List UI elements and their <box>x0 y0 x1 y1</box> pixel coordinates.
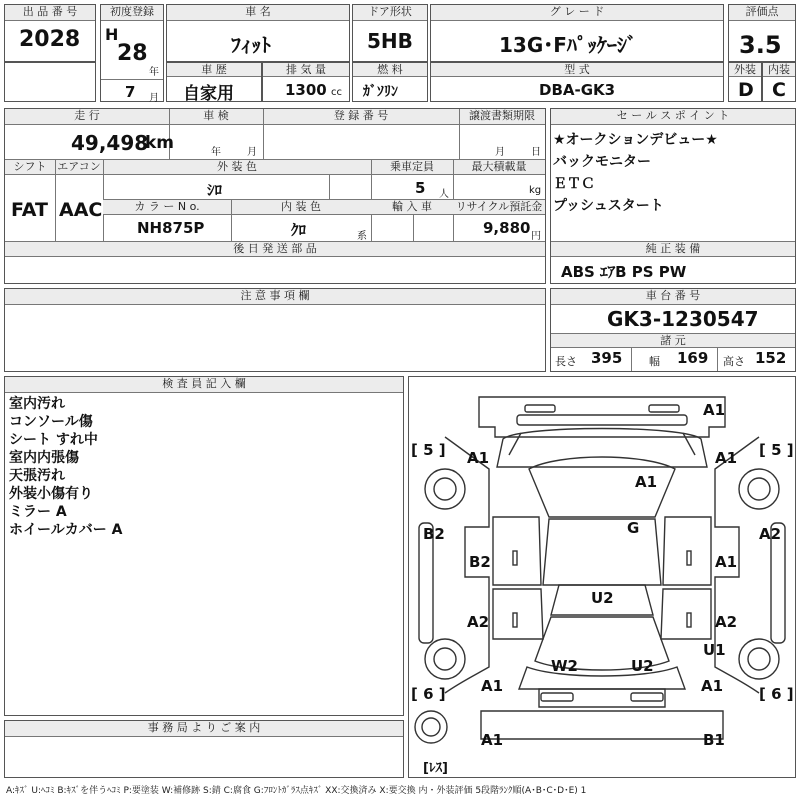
length-label: 長さ <box>555 355 577 368</box>
hood-line-right <box>683 433 695 455</box>
width-label: 幅 <box>649 355 660 368</box>
damage-u2-center: U2 <box>591 589 614 607</box>
fuel-label: 燃 料 <box>353 63 427 77</box>
left-handle-front <box>513 551 517 565</box>
vehicle-info-box <box>4 108 546 284</box>
interior-grade: C <box>772 79 786 101</box>
grade-label: グ レ ー ド <box>431 5 723 21</box>
damage-a2-left-rear: A2 <box>467 613 490 631</box>
inspection-year-unit: 年 <box>211 147 221 158</box>
model: DBA-GK3 <box>539 81 616 99</box>
rear-light-left <box>541 693 573 701</box>
damage-a1-roof: A1 <box>635 473 658 491</box>
exterior-box <box>728 62 762 102</box>
inspector-note: 天張汚れ <box>9 468 65 484</box>
front-slot-right <box>649 405 679 412</box>
inspector-label: 検 査 員 記 入 欄 <box>5 377 403 393</box>
grade: 13G･Fﾊﾟｯｹｰｼﾞ <box>499 33 637 57</box>
displacement: 1300 <box>285 81 327 99</box>
year-unit: 年 <box>149 67 159 78</box>
import-label: 輸 入 車 <box>371 200 453 215</box>
sales-point-item: ＥＴＣ <box>553 176 595 192</box>
fuel: ｶﾞｿﾘﾝ <box>363 84 398 100</box>
door-label: ドア形状 <box>353 5 427 21</box>
reg-month: 7 <box>125 83 136 101</box>
spare-tire-inner <box>422 718 440 736</box>
later-parts-label: 後 日 発 送 部 品 <box>5 242 545 257</box>
lot-blank-box <box>4 62 96 102</box>
damage-a1-bottom-left: A1 <box>481 731 504 749</box>
right-handle-front <box>687 551 691 565</box>
tire-front-left: [ 5 ] <box>411 441 446 459</box>
legend: A:ｷｽﾞ U:ﾍｺﾐ B:ｷｽﾞを伴うﾍｺﾐ P:要塗装 W:補修跡 S:錆 C:腐食 G:ﾌﾛﾝﾄｶﾞﾗｽ点ｷｽﾞ XX:交換済み X:要交換 内・外装評価 5段階ﾗﾝｸ順(A･B･C･D･E) 1 <box>6 786 587 796</box>
displacement-box <box>262 62 350 102</box>
capacity-unit: 人 <box>439 189 449 200</box>
chassis-label: 車 台 番 号 <box>551 289 795 305</box>
transfer-month-unit: 月 <box>495 147 505 158</box>
damage-diagram-box <box>408 376 796 778</box>
color-no-value: NH875P <box>137 219 205 237</box>
caution-label: 注 意 事 項 欄 <box>5 289 545 305</box>
first-reg-label: 初度登録 <box>101 5 163 21</box>
score-box <box>728 4 796 62</box>
door-type: 5HB <box>367 29 413 53</box>
transfer-day-unit: 日 <box>531 147 541 158</box>
equipment-label: 純 正 装 備 <box>551 242 795 257</box>
fuel-box <box>352 62 428 102</box>
office-box <box>4 720 404 778</box>
rear-left-wheel-inner <box>434 648 456 670</box>
displacement-label: 排 気 量 <box>263 63 349 77</box>
rear-bumper <box>539 689 665 707</box>
spare-tire <box>415 711 447 743</box>
model-box <box>430 62 724 102</box>
interior-label: 内装 <box>763 63 795 77</box>
history-label: 車 歴 <box>167 63 261 77</box>
caution-box <box>4 288 546 372</box>
inspection-month-unit: 月 <box>247 147 257 158</box>
inspection-label: 車 検 <box>169 109 263 125</box>
damage-a1-front-left: A1 <box>467 449 490 467</box>
damage-u1-right: U1 <box>703 641 726 659</box>
damage-b1-bottom-right: B1 <box>703 731 725 749</box>
inspector-note: コンソール傷 <box>9 414 93 430</box>
era-letter: H <box>105 25 119 44</box>
front-right-wheel-inner <box>748 478 770 500</box>
int-color-value: ｸﾛ <box>291 221 307 239</box>
front-right-wheel <box>739 469 779 509</box>
car-name-box <box>166 4 350 62</box>
inspector-notes <box>9 395 122 539</box>
rear-lower-bumper <box>481 711 723 739</box>
exterior-label: 外装 <box>729 63 761 77</box>
rear-left-wheel <box>425 639 465 679</box>
inspector-note: 室内内張傷 <box>9 450 79 466</box>
height-label: 高さ <box>723 355 745 368</box>
left-handle-rear <box>513 613 517 627</box>
lot-label: 出 品 番 号 <box>5 5 95 21</box>
mileage-label: 走 行 <box>5 109 169 125</box>
width-value: 169 <box>677 349 709 367</box>
transfer-label: 譲渡書類期限 <box>459 109 545 125</box>
grade-box <box>430 4 724 62</box>
sales-point-list <box>553 129 718 217</box>
ac-label: エアコン <box>55 160 103 175</box>
recycle-unit: 円 <box>531 231 541 242</box>
damage-a1-front-right: A1 <box>715 449 738 467</box>
recycle-label: リサイクル預託金 <box>453 200 545 215</box>
displacement-unit: cc <box>331 87 342 98</box>
capacity-label: 乗車定員 <box>371 160 453 175</box>
reg-no-label: 登 録 番 号 <box>263 109 459 125</box>
damage-w2-rear: W2 <box>551 657 578 675</box>
damage-u2-rear: U2 <box>631 657 654 675</box>
first-reg-box <box>100 4 164 102</box>
car-name: ﾌｨｯﾄ <box>231 33 271 57</box>
car-name-label: 車 名 <box>167 5 349 21</box>
rear-right-wheel <box>739 639 779 679</box>
dims-label: 諸 元 <box>551 334 795 348</box>
capacity-value: 5 <box>415 179 426 197</box>
sales-point-box <box>550 108 796 284</box>
score: 3.5 <box>739 31 782 59</box>
inspector-note: ミラー A <box>9 504 67 520</box>
right-handle-rear <box>687 613 691 627</box>
mileage-unit: km <box>145 133 175 153</box>
damage-b2-left: B2 <box>423 525 445 543</box>
color-no-label: カ ラ ー N o. <box>103 200 231 215</box>
reg-year: 28 <box>117 41 148 66</box>
tire-rear-left: [ 6 ] <box>411 685 446 703</box>
damage-a1-right-door: A1 <box>715 553 738 571</box>
lot-box <box>4 4 96 62</box>
history: 自家用 <box>183 84 234 104</box>
rear-light-right <box>631 693 663 701</box>
damage-a2-right: A2 <box>759 525 782 543</box>
chassis-number: GK3-1230547 <box>607 307 759 331</box>
model-label: 型 式 <box>431 63 723 77</box>
int-color-label: 内 装 色 <box>231 200 371 215</box>
sales-point-item: プッシュスタート <box>553 198 664 214</box>
damage-a1-rear-left: A1 <box>481 677 504 695</box>
inspector-note: 室内汚れ <box>9 396 65 412</box>
int-color-unit: 系 <box>357 231 367 242</box>
cabin-outline <box>543 519 661 585</box>
spare-tire-label: [ﾚｽ] <box>423 761 448 776</box>
chassis-box <box>550 288 796 372</box>
shift-value: FAT <box>11 199 48 221</box>
damage-a1-rear-right: A1 <box>701 677 724 695</box>
hood-line-left <box>509 433 521 455</box>
damage-g-glass: G <box>627 519 640 537</box>
car-diagram <box>409 377 795 777</box>
front-slot-left <box>525 405 555 412</box>
color-value: ｼﾛ <box>207 181 223 199</box>
month-unit: 月 <box>149 93 159 104</box>
front-left-wheel <box>425 469 465 509</box>
sales-point-label: セ ー ル ス ポ イ ン ト <box>551 109 795 125</box>
sales-point-item: バックモニター <box>553 154 651 170</box>
front-bumper-outline <box>479 397 725 437</box>
inspector-box <box>4 376 404 716</box>
equipment-value: ABS ｴｱB PS PW <box>561 263 687 281</box>
height-value: 152 <box>755 349 787 367</box>
load-unit: kg <box>529 185 542 196</box>
damage-a2-right-rear: A2 <box>715 613 738 631</box>
sales-point-item: ★オークションデビュー★ <box>553 132 718 148</box>
score-label: 評価点 <box>729 5 795 21</box>
tire-rear-right: [ 6 ] <box>759 685 794 703</box>
inspector-note: シート すれ中 <box>9 432 98 448</box>
damage-b2-inner: B2 <box>469 553 491 571</box>
office-label: 事 務 局 よ り ご 案 内 <box>5 721 403 737</box>
hood-outline <box>497 429 707 468</box>
right-rear-door <box>661 589 711 639</box>
left-rear-door <box>493 589 543 639</box>
rear-right-wheel-inner <box>748 648 770 670</box>
lot-number: 2028 <box>19 27 81 52</box>
front-grille <box>517 415 687 425</box>
load-label: 最大積載量 <box>453 160 545 175</box>
ac-value: AAC <box>59 199 103 221</box>
interior-box <box>762 62 796 102</box>
length-value: 395 <box>591 349 623 367</box>
recycle-value: 9,880 <box>483 219 531 237</box>
color-label: 外 装 色 <box>103 160 371 175</box>
exterior-grade: D <box>738 79 754 101</box>
inspector-note: 外装小傷有り <box>9 486 93 502</box>
inspector-note: ホイールカバー A <box>9 522 123 538</box>
damage-a1-top-right: A1 <box>703 401 726 419</box>
history-box <box>166 62 262 102</box>
door-box <box>352 4 428 62</box>
tire-front-right: [ 5 ] <box>759 441 794 459</box>
shift-label: シフト <box>5 160 55 175</box>
front-left-wheel-inner <box>434 478 456 500</box>
mileage-value: 49,498 <box>71 131 149 155</box>
